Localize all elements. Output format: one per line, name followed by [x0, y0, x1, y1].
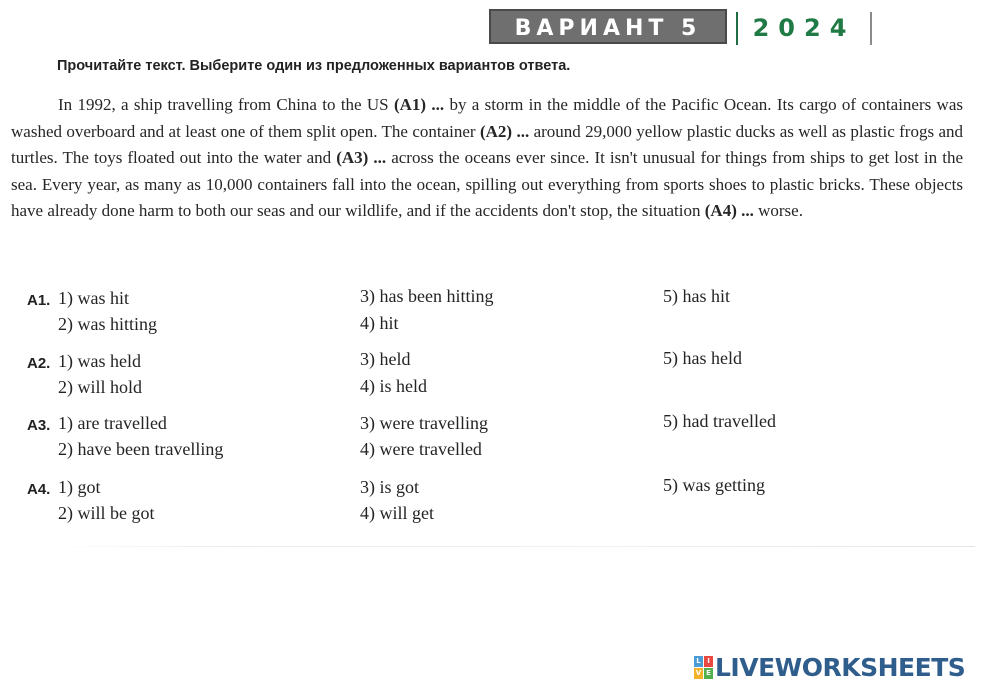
logo-text: LIVEWORKSHEETS	[715, 652, 966, 682]
answer-option[interactable]: 2) was hitting	[58, 314, 157, 334]
gap-a1: (A1) ...	[393, 95, 445, 114]
passage-text: In 1992, a ship travelling from China to the US	[58, 95, 394, 114]
answer-option[interactable]: 3) has been hitting	[360, 286, 494, 306]
task-instruction: Прочитайте текст. Выберите один из предложенных вариантов ответа.	[57, 58, 571, 74]
answer-option[interactable]: 2) will be got	[58, 503, 155, 523]
answer-option[interactable]: 4) were travelled	[360, 439, 482, 459]
answer-option[interactable]: 2) have been travelling	[58, 439, 224, 459]
logo-mark-letter: E	[704, 668, 713, 679]
answer-option[interactable]: 1) got	[58, 477, 101, 497]
passage-text: across the oceans ever since. It isn't unusual for things from ships to get lost in the sea. Every year, as many as 10,000 containers fall into the ocean, spilling out everything from sports shoes to plastic bricks. These objects have already done harm to both our seas and our wildlife, and if the accidents don't stop, the situation	[11, 148, 963, 220]
answer-option[interactable]: 4) is held	[360, 376, 427, 396]
liveworksheets-logo-icon	[694, 656, 713, 679]
question-label-a3: A3.	[27, 417, 51, 434]
answer-option[interactable]: 4) hit	[360, 313, 399, 333]
question-label-a2: A2.	[27, 355, 51, 372]
liveworksheets-logo	[694, 650, 965, 684]
answer-option[interactable]: 1) was held	[58, 351, 141, 371]
logo-mark-letter: L	[694, 656, 703, 667]
variant-header: ВАРИАНТ 5	[489, 9, 727, 44]
answer-option[interactable]: 2) will hold	[58, 377, 142, 397]
year-header: 2024	[736, 12, 872, 45]
answer-option[interactable]: 5) has held	[663, 348, 742, 368]
passage-text: by a storm in the middle of the Pacific Ocean. Its cargo of containers was washed overboard and at least one of them split open. The container	[11, 95, 963, 141]
passage-text: worse.	[753, 201, 803, 220]
gap-a3: (A3) ...	[336, 148, 387, 167]
question-label-a1: A1.	[27, 292, 51, 309]
answer-option[interactable]: 5) has hit	[663, 286, 730, 306]
answer-option[interactable]: 5) had travelled	[663, 411, 776, 431]
gap-a2: (A2) ...	[479, 121, 530, 141]
question-label-a4: A4.	[27, 481, 51, 498]
answer-option[interactable]: 4) will get	[360, 503, 434, 523]
answer-option[interactable]: 3) is got	[360, 477, 420, 497]
logo-mark-letter: I	[704, 656, 713, 667]
gap-a4: (A4) ...	[704, 201, 754, 220]
answer-option[interactable]: 3) were travelling	[360, 413, 488, 433]
passage-text: around 29,000 yellow plastic ducks as well as plastic frogs and turtles. The toys floated out into the water and	[11, 121, 963, 167]
scan-divider	[50, 546, 975, 547]
answer-option[interactable]: 3) held	[360, 349, 411, 369]
logo-mark-letter: V	[695, 668, 702, 677]
answer-option[interactable]: 1) are travelled	[58, 413, 167, 433]
answer-option[interactable]: 5) was getting	[663, 475, 765, 495]
reading-passage	[11, 92, 963, 225]
answer-option[interactable]: 1) was hit	[58, 288, 129, 308]
